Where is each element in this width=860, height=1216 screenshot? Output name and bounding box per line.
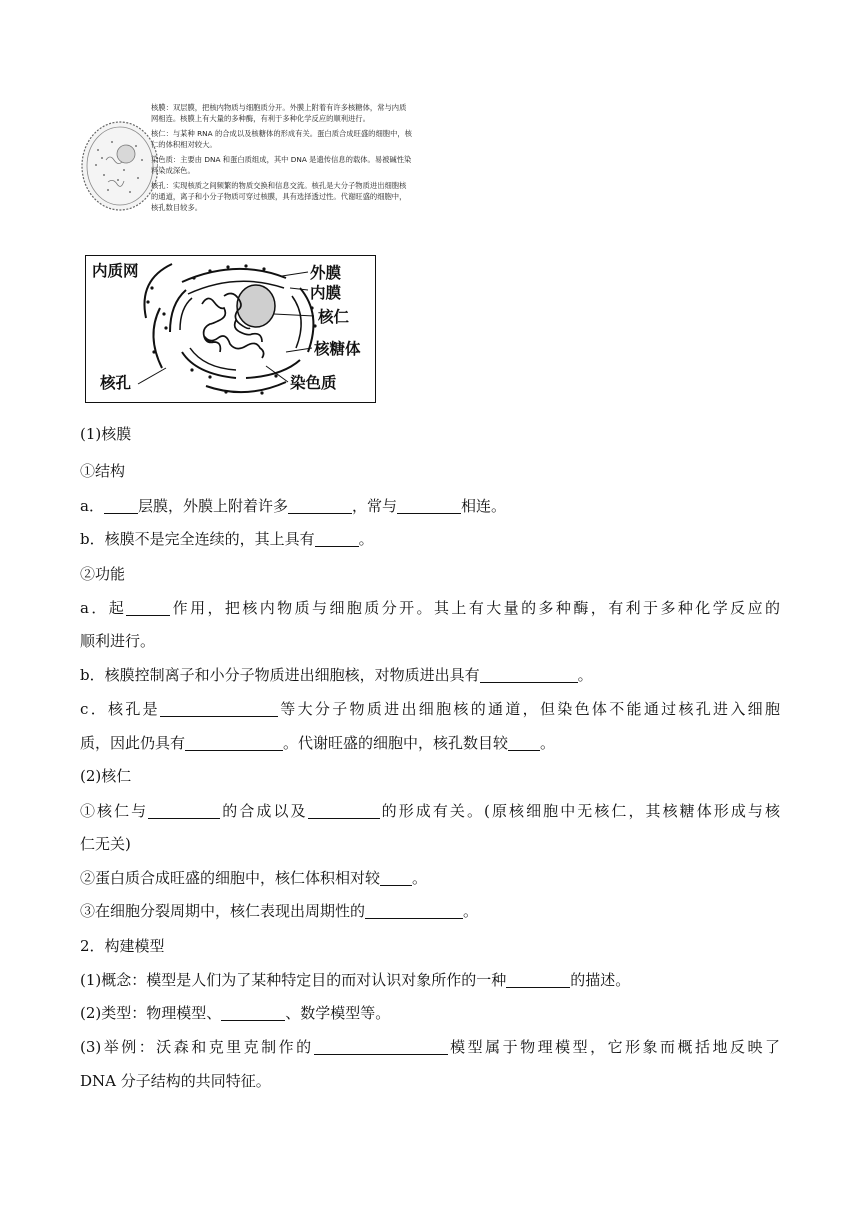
- text: 的合成以及: [220, 802, 308, 820]
- text: 模型属于物理模型，它形象而概括地反映了: [447, 1038, 781, 1056]
- label-nucleolus: 核仁: [318, 308, 350, 326]
- text: a．起: [80, 599, 127, 617]
- text: 。: [463, 902, 479, 920]
- text: 等大分子物质进出细胞核的通道，但染色体不能通过核孔进入细胞: [277, 700, 780, 718]
- heading-nucleolus: (2)核仁: [80, 767, 132, 785]
- function-item-c: [80, 699, 780, 719]
- blank-periodic: [365, 902, 463, 919]
- function-item-c-cont: [80, 733, 555, 753]
- text: ②蛋白质合成旺盛的细胞中，核仁体积相对较: [80, 869, 381, 887]
- text: ③在细胞分裂周期中，核仁表现出周期性的: [80, 902, 366, 920]
- blank-barrier: [126, 599, 170, 616]
- note-nuclear-envelope: 核膜：双层膜，把核内物质与细胞质分开。外膜上附着有许多核糖体，常与内质网相连。核膜上有大量的多种酶，有利于多种化学反应的顺利进行。: [151, 103, 407, 123]
- text: 作用，把核内物质与细胞质分开。其上有大量的多种酶，有利于多种化学反应的: [170, 599, 780, 617]
- subheading-structure: ①结构: [80, 462, 126, 480]
- structure-item-b: [80, 529, 374, 549]
- note-chromatin: 染色质：主要由 DNA 和蛋白质组成，其中 DNA 是遗传信息的载体。易被碱性染料染成深色。: [151, 155, 412, 175]
- text: 。: [358, 530, 374, 548]
- note-nuclear-pore: 核孔：实现核质之间频繁的物质交换和信息交流。核孔是大分子物质进出细胞核的通道，离子和小分子物质可穿过核膜，具有选择透过性。代谢旺盛的细胞中，核孔数目较多。: [151, 181, 407, 212]
- nucleus-notes-figure: [78, 102, 410, 242]
- blank-pores: [315, 530, 359, 547]
- subheading-function: ②功能: [80, 565, 126, 583]
- blank-simplified: [506, 971, 570, 988]
- nucleus-sketch-icon: [78, 120, 158, 212]
- heading-build-model: 2．构建模型: [80, 937, 165, 955]
- blank-ribosome: [308, 802, 380, 819]
- text: 、数学模型等。: [285, 1004, 391, 1022]
- blank-selectivity-2: [185, 734, 283, 751]
- nucleolus-item-1-cont: 仁无关): [80, 835, 131, 853]
- text: (2)类型：物理模型、: [80, 1004, 222, 1022]
- function-item-a: [80, 598, 780, 618]
- label-outer-membrane: 外膜: [310, 264, 342, 282]
- blank-layer-count: [104, 497, 138, 514]
- text: 相连。: [460, 497, 506, 515]
- text: 层膜，外膜上附着许多: [137, 497, 288, 515]
- text: (1)概念：模型是人们为了某种特定目的而对认识对象所作的一种: [80, 971, 507, 989]
- label-nuclear-pore: 核孔: [100, 374, 132, 392]
- label-endoplasmic-reticulum: 内质网: [92, 262, 139, 280]
- text: b．核膜控制离子和小分子物质进出细胞核，对物质进出具有: [80, 666, 480, 684]
- text: 。: [412, 869, 428, 887]
- text: a．: [80, 497, 104, 515]
- label-ribosome: 核糖体: [314, 340, 361, 358]
- note-nucleolus: 核仁：与某种 RNA 的合成以及核糖体的形成有关。蛋白质合成旺盛的细胞中，核仁的体积相对较大。: [151, 129, 412, 149]
- text: c．核孔是: [80, 700, 160, 718]
- label-inner-membrane: 内膜: [310, 284, 342, 302]
- text: 。代谢旺盛的细胞中，核孔数目较: [283, 734, 509, 752]
- model-concept: [80, 970, 630, 990]
- blank-rna: [148, 802, 220, 819]
- text: 质，因此仍具有: [80, 734, 186, 752]
- heading-nuclear-envelope: (1)核膜: [80, 425, 132, 443]
- nucleolus-item-3: [80, 901, 478, 921]
- blank-macromolecules: [160, 700, 278, 717]
- nucleus-structure-diagram: [85, 255, 376, 403]
- nucleolus-item-2: [80, 868, 427, 888]
- text: b．核膜不是完全连续的，其上具有: [80, 530, 315, 548]
- label-chromatin: 染色质: [290, 374, 337, 392]
- text: 的描述。: [570, 971, 631, 989]
- model-types: [80, 1003, 390, 1023]
- figure-notes: [151, 102, 413, 217]
- blank-dna-model: [314, 1038, 448, 1055]
- blank-concept-model: [221, 1004, 285, 1021]
- text: ①核仁与: [80, 802, 149, 820]
- text: 的形成有关。(原核细胞中无核仁，其核糖体形成与核: [379, 802, 780, 820]
- blank-attached: [288, 497, 352, 514]
- model-example: [80, 1037, 780, 1057]
- nucleolus-item-1: [80, 801, 780, 821]
- blank-connected: [397, 497, 461, 514]
- blank-size: [380, 869, 412, 886]
- text: ，常与: [351, 497, 397, 515]
- text: (3)举例：沃森和克里克制作的: [80, 1038, 314, 1056]
- function-item-b: [80, 665, 593, 685]
- blank-pore-count: [508, 734, 540, 751]
- function-item-a-cont: 顺利进行。: [80, 632, 156, 650]
- text: 。: [540, 734, 556, 752]
- model-example-cont: DNA 分子结构的共同特征。: [80, 1072, 271, 1090]
- blank-selectivity: [480, 666, 578, 683]
- structure-item-a: [80, 496, 506, 516]
- text: 。: [577, 666, 593, 684]
